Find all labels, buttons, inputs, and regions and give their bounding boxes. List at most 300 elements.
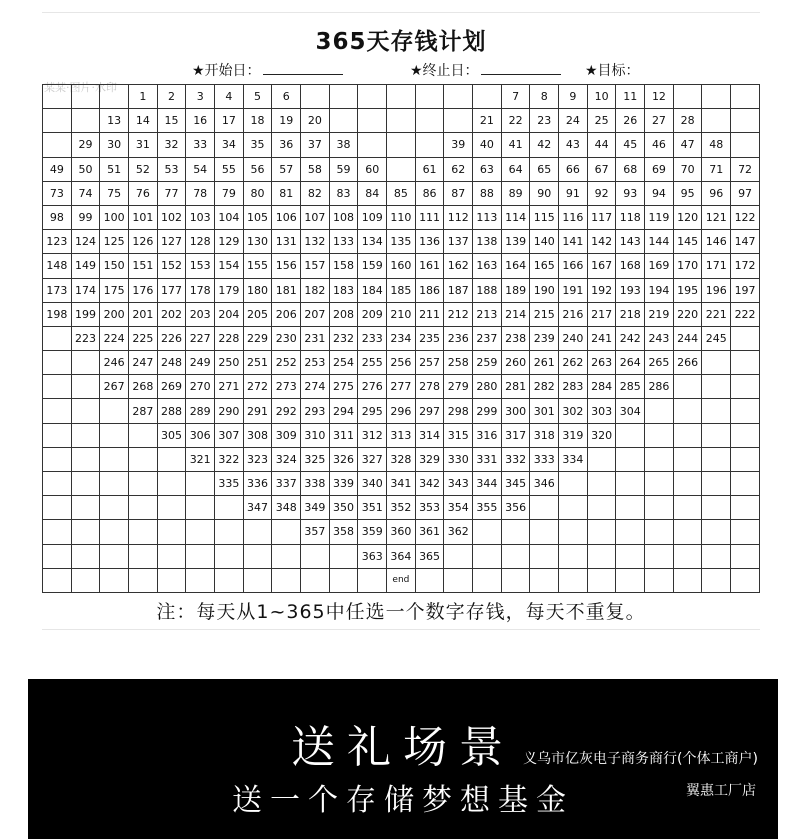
grid-cell-number: 175 xyxy=(100,278,129,302)
grid-cell-number: 3 xyxy=(186,85,215,109)
grid-cell-empty xyxy=(329,109,358,133)
grid-cell-number: 278 xyxy=(415,375,444,399)
grid-cell-empty xyxy=(673,496,702,520)
grid-cell-empty xyxy=(415,568,444,592)
grid-cell-number: 320 xyxy=(587,423,616,447)
grid-cell-empty xyxy=(157,447,186,471)
grid-cell-number: 216 xyxy=(559,302,588,326)
grid-cell-number: 250 xyxy=(215,351,244,375)
grid-cell-empty xyxy=(157,544,186,568)
grid-cell-number: 198 xyxy=(43,302,72,326)
grid-cell-number: 194 xyxy=(645,278,674,302)
grid-cell-number: 289 xyxy=(186,399,215,423)
grid-cell-number: 75 xyxy=(100,181,129,205)
grid-row xyxy=(43,399,760,423)
grid-cell-number: 285 xyxy=(616,375,645,399)
grid-cell-number: 269 xyxy=(157,375,186,399)
grid-cell-empty xyxy=(559,520,588,544)
grid-cell-empty xyxy=(387,85,416,109)
grid-cell-number: 14 xyxy=(129,109,158,133)
grid-cell-number: 19 xyxy=(272,109,301,133)
grid-cell-number: 339 xyxy=(329,472,358,496)
grid-cell-number: 220 xyxy=(673,302,702,326)
grid-cell-empty xyxy=(616,447,645,471)
grid-cell-number: 321 xyxy=(186,447,215,471)
grid-cell-number: 171 xyxy=(702,254,731,278)
grid-cell-empty xyxy=(501,544,530,568)
grid-row xyxy=(43,230,760,254)
grid-cell-empty xyxy=(501,520,530,544)
grid-cell-number: 312 xyxy=(358,423,387,447)
grid-cell-empty xyxy=(129,472,158,496)
grid-cell-number: 116 xyxy=(559,205,588,229)
sheet-title: 365天存钱计划 xyxy=(315,29,487,55)
grid-cell-empty xyxy=(186,496,215,520)
grid-cell-number: 295 xyxy=(358,399,387,423)
grid-cell-number: 124 xyxy=(71,230,100,254)
grid-cell-number: 225 xyxy=(129,326,158,350)
number-grid xyxy=(42,84,760,593)
grid-cell-empty xyxy=(731,399,760,423)
grid-cell-number: 69 xyxy=(645,157,674,181)
grid-cell-number: 72 xyxy=(731,157,760,181)
grid-cell-number: 50 xyxy=(71,157,100,181)
grid-cell-number: 101 xyxy=(129,205,158,229)
grid-cell-number: 212 xyxy=(444,302,473,326)
grid-cell-number: 145 xyxy=(673,230,702,254)
grid-cell-empty xyxy=(358,133,387,157)
grid-cell-number: 191 xyxy=(559,278,588,302)
grid-cell-number: 319 xyxy=(559,423,588,447)
grid-cell-number: 18 xyxy=(243,109,272,133)
grid-cell-number: 276 xyxy=(358,375,387,399)
grid-cell-number: 245 xyxy=(702,326,731,350)
grid-cell-number: 330 xyxy=(444,447,473,471)
grid-cell-empty xyxy=(329,85,358,109)
grid-cell-number: 186 xyxy=(415,278,444,302)
grid-cell-number: 280 xyxy=(473,375,502,399)
grid-cell-number: 345 xyxy=(501,472,530,496)
grid-cell-empty xyxy=(645,447,674,471)
grid-cell-number: 49 xyxy=(43,157,72,181)
grid-cell-number: 110 xyxy=(387,205,416,229)
grid-row xyxy=(43,568,760,592)
grid-cell-empty xyxy=(43,472,72,496)
grid-cell-number: 68 xyxy=(616,157,645,181)
grid-cell-number: 29 xyxy=(71,133,100,157)
grid-cell-number: 28 xyxy=(673,109,702,133)
goal-field xyxy=(585,60,640,80)
grid-cell-number: 176 xyxy=(129,278,158,302)
grid-cell-number: 107 xyxy=(301,205,330,229)
grid-cell-number: 318 xyxy=(530,423,559,447)
grid-cell-empty xyxy=(215,496,244,520)
grid-cell-number: 9 xyxy=(559,85,588,109)
grid-cell-empty xyxy=(71,109,100,133)
grid-cell-number: 294 xyxy=(329,399,358,423)
grid-cell-number: 351 xyxy=(358,496,387,520)
grid-cell-number: 202 xyxy=(157,302,186,326)
grid-cell-number: 83 xyxy=(329,181,358,205)
grid-cell-empty xyxy=(387,157,416,181)
grid-cell-number: 146 xyxy=(702,230,731,254)
grid-cell-number: 249 xyxy=(186,351,215,375)
grid-cell-empty xyxy=(673,472,702,496)
grid-cell-empty xyxy=(587,544,616,568)
grid-cell-number: 288 xyxy=(157,399,186,423)
grid-cell-number: 126 xyxy=(129,230,158,254)
grid-cell-empty xyxy=(731,109,760,133)
grid-cell-number: 208 xyxy=(329,302,358,326)
grid-cell-number: 21 xyxy=(473,109,502,133)
grid-cell-empty xyxy=(272,544,301,568)
grid-cell-number: 99 xyxy=(71,205,100,229)
grid-cell-number: 138 xyxy=(473,230,502,254)
grid-row xyxy=(43,181,760,205)
grid-cell-number: 87 xyxy=(444,181,473,205)
grid-cell-empty xyxy=(100,496,129,520)
grid-cell-empty xyxy=(559,472,588,496)
grid-cell-number: 4 xyxy=(215,85,244,109)
grid-cell-empty xyxy=(645,399,674,423)
grid-cell-empty xyxy=(100,520,129,544)
grid-cell-number: 165 xyxy=(530,254,559,278)
grid-cell-number: 17 xyxy=(215,109,244,133)
grid-row xyxy=(43,423,760,447)
grid-cell-number: 196 xyxy=(702,278,731,302)
grid-cell-number: 148 xyxy=(43,254,72,278)
grid-cell-number: 84 xyxy=(358,181,387,205)
grid-cell-number: 184 xyxy=(358,278,387,302)
grid-cell-number: 332 xyxy=(501,447,530,471)
grid-cell-number: 268 xyxy=(129,375,158,399)
grid-cell-empty xyxy=(731,496,760,520)
grid-cell-number: 293 xyxy=(301,399,330,423)
grid-cell-number: 79 xyxy=(215,181,244,205)
grid-cell-number: 262 xyxy=(559,351,588,375)
grid-cell-empty xyxy=(731,133,760,157)
grid-cell-empty xyxy=(43,133,72,157)
grid-cell-number: 326 xyxy=(329,447,358,471)
grid-cell-empty xyxy=(702,351,731,375)
grid-cell-empty xyxy=(71,496,100,520)
grid-cell-number: 154 xyxy=(215,254,244,278)
grid-cell-empty xyxy=(71,447,100,471)
grid-cell-number: 12 xyxy=(645,85,674,109)
grid-cell-empty xyxy=(415,109,444,133)
grid-cell-number: 109 xyxy=(358,205,387,229)
grid-cell-number: 65 xyxy=(530,157,559,181)
grid-cell-number: 260 xyxy=(501,351,530,375)
grid-cell-number: 90 xyxy=(530,181,559,205)
grid-cell-number: 271 xyxy=(215,375,244,399)
grid-cell-empty xyxy=(473,544,502,568)
grid-cell-number: 223 xyxy=(71,326,100,350)
grid-cell-number: 363 xyxy=(358,544,387,568)
grid-cell-empty xyxy=(530,544,559,568)
grid-cell-number: 66 xyxy=(559,157,588,181)
grid-cell-number: 309 xyxy=(272,423,301,447)
grid-row xyxy=(43,496,760,520)
grid-cell-number: 257 xyxy=(415,351,444,375)
grid-cell-number: 15 xyxy=(157,109,186,133)
grid-cell-number: 349 xyxy=(301,496,330,520)
grid-cell-number: 215 xyxy=(530,302,559,326)
grid-cell-number: 302 xyxy=(559,399,588,423)
grid-cell-empty xyxy=(559,496,588,520)
grid-cell-empty xyxy=(358,109,387,133)
grid-cell-empty xyxy=(129,423,158,447)
grid-row xyxy=(43,447,760,471)
grid-cell-number: 335 xyxy=(215,472,244,496)
grid-cell-empty xyxy=(43,85,72,109)
grid-cell-end: end xyxy=(387,568,416,592)
grid-cell-number: 356 xyxy=(501,496,530,520)
grid-cell-number: 336 xyxy=(243,472,272,496)
grid-cell-empty xyxy=(186,568,215,592)
grid-cell-empty xyxy=(731,85,760,109)
grid-cell-number: 364 xyxy=(387,544,416,568)
grid-row xyxy=(43,472,760,496)
grid-cell-number: 221 xyxy=(702,302,731,326)
grid-row xyxy=(43,205,760,229)
grid-cell-number: 156 xyxy=(272,254,301,278)
grid-cell-number: 303 xyxy=(587,399,616,423)
grid-cell-number: 178 xyxy=(186,278,215,302)
grid-cell-number: 51 xyxy=(100,157,129,181)
grid-cell-number: 274 xyxy=(301,375,330,399)
grid-cell-number: 56 xyxy=(243,157,272,181)
grid-cell-empty xyxy=(731,326,760,350)
goal-label: ★目标： xyxy=(585,63,640,79)
grid-cell-number: 96 xyxy=(702,181,731,205)
grid-cell-number: 64 xyxy=(501,157,530,181)
grid-cell-number: 181 xyxy=(272,278,301,302)
grid-cell-empty xyxy=(473,85,502,109)
grid-cell-number: 315 xyxy=(444,423,473,447)
grid-cell-number: 283 xyxy=(559,375,588,399)
grid-cell-empty xyxy=(731,423,760,447)
grid-cell-number: 331 xyxy=(473,447,502,471)
grid-cell-empty xyxy=(71,375,100,399)
grid-cell-number: 298 xyxy=(444,399,473,423)
grid-cell-number: 157 xyxy=(301,254,330,278)
grid-cell-number: 2 xyxy=(157,85,186,109)
grid-cell-number: 323 xyxy=(243,447,272,471)
instruction-note: 注：每天从1~365中任选一个数字存钱，每天不重复。 xyxy=(156,601,646,623)
grid-cell-number: 100 xyxy=(100,205,129,229)
grid-cell-empty xyxy=(702,375,731,399)
grid-cell-empty xyxy=(71,472,100,496)
grid-cell-empty xyxy=(702,496,731,520)
grid-cell-empty xyxy=(731,351,760,375)
grid-cell-number: 93 xyxy=(616,181,645,205)
grid-cell-number: 237 xyxy=(473,326,502,350)
grid-cell-empty xyxy=(530,520,559,544)
grid-cell-number: 1 xyxy=(129,85,158,109)
grid-cell-empty xyxy=(702,423,731,447)
grid-cell-empty xyxy=(587,496,616,520)
grid-cell-number: 31 xyxy=(129,133,158,157)
grid-cell-number: 203 xyxy=(186,302,215,326)
grid-cell-number: 291 xyxy=(243,399,272,423)
grid-cell-number: 134 xyxy=(358,230,387,254)
grid-cell-number: 238 xyxy=(501,326,530,350)
grid-cell-empty xyxy=(731,472,760,496)
grid-cell-number: 304 xyxy=(616,399,645,423)
grid-cell-number: 172 xyxy=(731,254,760,278)
grid-cell-number: 129 xyxy=(215,230,244,254)
grid-cell-empty xyxy=(71,399,100,423)
grid-cell-number: 139 xyxy=(501,230,530,254)
grid-cell-number: 287 xyxy=(129,399,158,423)
grid-cell-number: 95 xyxy=(673,181,702,205)
grid-cell-number: 173 xyxy=(43,278,72,302)
grid-cell-number: 189 xyxy=(501,278,530,302)
grid-cell-empty xyxy=(272,520,301,544)
grid-cell-number: 53 xyxy=(157,157,186,181)
grid-cell-number: 350 xyxy=(329,496,358,520)
grid-cell-number: 211 xyxy=(415,302,444,326)
grid-cell-empty xyxy=(129,568,158,592)
grid-cell-number: 168 xyxy=(616,254,645,278)
grid-cell-number: 277 xyxy=(387,375,416,399)
grid-cell-empty xyxy=(530,496,559,520)
grid-cell-empty xyxy=(530,568,559,592)
grid-cell-number: 33 xyxy=(186,133,215,157)
grid-cell-number: 346 xyxy=(530,472,559,496)
grid-cell-empty xyxy=(645,544,674,568)
grid-row xyxy=(43,326,760,350)
grid-cell-number: 355 xyxy=(473,496,502,520)
grid-cell-empty xyxy=(100,568,129,592)
grid-cell-empty xyxy=(243,520,272,544)
grid-cell-number: 329 xyxy=(415,447,444,471)
grid-cell-number: 44 xyxy=(587,133,616,157)
grid-cell-number: 45 xyxy=(616,133,645,157)
grid-cell-empty xyxy=(43,520,72,544)
grid-cell-number: 310 xyxy=(301,423,330,447)
shop-name: 义乌市亿灰电子商务商行(个体工商户) xyxy=(523,751,758,767)
grid-cell-number: 305 xyxy=(157,423,186,447)
grid-cell-empty xyxy=(43,375,72,399)
grid-cell-number: 246 xyxy=(100,351,129,375)
grid-cell-number: 247 xyxy=(129,351,158,375)
grid-cell-number: 103 xyxy=(186,205,215,229)
grid-cell-empty xyxy=(243,544,272,568)
end-date-field xyxy=(410,60,561,80)
grid-cell-empty xyxy=(559,544,588,568)
grid-cell-number: 207 xyxy=(301,302,330,326)
grid-cell-number: 162 xyxy=(444,254,473,278)
grid-cell-number: 121 xyxy=(702,205,731,229)
grid-cell-empty xyxy=(415,133,444,157)
grid-cell-empty xyxy=(731,568,760,592)
grid-cell-empty xyxy=(329,568,358,592)
grid-cell-empty xyxy=(444,568,473,592)
grid-cell-number: 30 xyxy=(100,133,129,157)
grid-cell-number: 256 xyxy=(387,351,416,375)
grid-row xyxy=(43,133,760,157)
grid-cell-number: 106 xyxy=(272,205,301,229)
grid-cell-number: 73 xyxy=(43,181,72,205)
grid-cell-empty xyxy=(587,568,616,592)
grid-cell-empty xyxy=(301,568,330,592)
grid-cell-number: 252 xyxy=(272,351,301,375)
grid-cell-number: 25 xyxy=(587,109,616,133)
grid-cell-number: 185 xyxy=(387,278,416,302)
grid-cell-number: 16 xyxy=(186,109,215,133)
grid-cell-number: 359 xyxy=(358,520,387,544)
grid-cell-empty xyxy=(129,520,158,544)
end-date-label: ★终止日： xyxy=(410,63,479,79)
grid-cell-number: 248 xyxy=(157,351,186,375)
grid-row xyxy=(43,351,760,375)
grid-cell-number: 115 xyxy=(530,205,559,229)
grid-cell-number: 244 xyxy=(673,326,702,350)
grid-cell-number: 239 xyxy=(530,326,559,350)
grid-cell-empty xyxy=(186,544,215,568)
grid-cell-number: 292 xyxy=(272,399,301,423)
grid-cell-number: 232 xyxy=(329,326,358,350)
grid-cell-number: 358 xyxy=(329,520,358,544)
grid-cell-empty xyxy=(673,568,702,592)
grid-cell-number: 131 xyxy=(272,230,301,254)
grid-cell-number: 42 xyxy=(530,133,559,157)
grid-cell-empty xyxy=(702,520,731,544)
grid-cell-number: 236 xyxy=(444,326,473,350)
grid-cell-number: 161 xyxy=(415,254,444,278)
grid-cell-empty xyxy=(587,472,616,496)
grid-cell-number: 357 xyxy=(301,520,330,544)
grid-cell-empty xyxy=(157,520,186,544)
grid-cell-number: 70 xyxy=(673,157,702,181)
banner-subtitle: 送一个存储梦想基金 xyxy=(232,783,574,818)
grid-cell-number: 337 xyxy=(272,472,301,496)
grid-cell-empty xyxy=(473,520,502,544)
grid-row xyxy=(43,109,760,133)
grid-cell-empty xyxy=(100,544,129,568)
shop-subname: 翼惠工厂店 xyxy=(686,783,756,799)
grid-cell-empty xyxy=(645,568,674,592)
grid-cell-number: 193 xyxy=(616,278,645,302)
grid-cell-empty xyxy=(43,326,72,350)
grid-cell-number: 255 xyxy=(358,351,387,375)
grid-cell-number: 140 xyxy=(530,230,559,254)
grid-cell-number: 182 xyxy=(301,278,330,302)
grid-cell-empty xyxy=(358,85,387,109)
grid-cell-empty xyxy=(673,544,702,568)
grid-cell-number: 200 xyxy=(100,302,129,326)
grid-cell-empty xyxy=(444,544,473,568)
grid-cell-number: 130 xyxy=(243,230,272,254)
grid-cell-number: 48 xyxy=(702,133,731,157)
grid-cell-number: 187 xyxy=(444,278,473,302)
grid-cell-number: 153 xyxy=(186,254,215,278)
grid-cell-empty xyxy=(100,447,129,471)
grid-cell-number: 111 xyxy=(415,205,444,229)
grid-cell-number: 105 xyxy=(243,205,272,229)
grid-cell-empty xyxy=(43,496,72,520)
grid-cell-number: 123 xyxy=(43,230,72,254)
grid-cell-empty xyxy=(473,568,502,592)
grid-cell-number: 117 xyxy=(587,205,616,229)
grid-cell-number: 290 xyxy=(215,399,244,423)
grid-cell-number: 180 xyxy=(243,278,272,302)
grid-cell-number: 8 xyxy=(530,85,559,109)
grid-cell-number: 242 xyxy=(616,326,645,350)
grid-cell-number: 67 xyxy=(587,157,616,181)
